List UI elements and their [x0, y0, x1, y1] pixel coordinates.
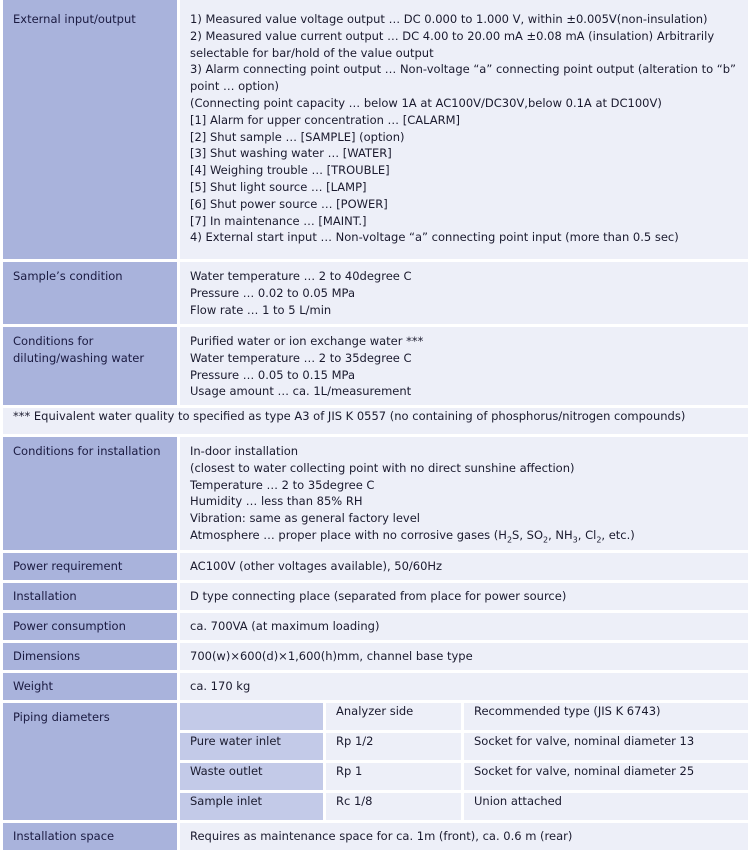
text-line: Humidity … less than 85% RH	[190, 494, 363, 509]
subscript: 3	[572, 535, 578, 545]
table-row	[3, 703, 748, 730]
row-value	[180, 262, 748, 324]
piping-analyzer: Rp 1/2	[326, 733, 461, 760]
footnote: *** Equivalent water quality to specified as type A3 of JIS K 0557 (no containing of phosphorus/nitrogen compounds)	[3, 408, 748, 434]
piping-header-recommended: Recommended type (JIS K 6743)	[464, 703, 748, 730]
text-segment: , etc.)	[601, 527, 635, 542]
text-line: [2] Shut sample … [SAMPLE] (option)	[190, 129, 405, 144]
text-line: 3) Alarm connecting point output … Non-voltage “a” connecting point output (alteration to “b” point … option)	[190, 62, 737, 94]
text-line: [6] Shut power source … [POWER]	[190, 196, 388, 211]
text-line: Water temperature … 2 to 40degree C	[190, 269, 412, 283]
row-label	[3, 327, 177, 405]
row-label: Conditions for installation	[3, 437, 177, 550]
row-value: Requires as maintenance space for ca. 1m (front), ca. 0.6 m (rear)	[180, 823, 748, 850]
piping-header-analyzer: Analyzer side	[326, 703, 461, 730]
row-label: Piping diameters	[3, 703, 177, 820]
piping-item: Sample inlet	[180, 793, 323, 820]
text-line: Pressure … 0.05 to 0.15 MPa	[190, 367, 356, 382]
text-line: [5] Shut light source … [LAMP]	[190, 179, 367, 194]
row-value: 700(w)×600(d)×1,600(h)mm, channel base type	[180, 643, 748, 670]
table-row	[3, 408, 748, 434]
row-label: Dimensions	[3, 643, 177, 670]
row-value: ca. 700VA (at maximum loading)	[180, 613, 748, 640]
piping-item: Pure water inlet	[180, 733, 323, 760]
subscript: 2	[506, 535, 513, 545]
row-label: Power consumption	[3, 613, 177, 640]
text-line: (closest to water collecting point with no direct sunshine affection)	[190, 460, 575, 475]
table-row	[3, 583, 748, 610]
text-line: Flow rate … 1 to 5 L/min	[190, 302, 332, 317]
text-segment: Atmosphere … proper place with no corrosive gases (H	[190, 527, 507, 542]
label-line: Conditions for	[13, 334, 94, 348]
piping-analyzer: Rp 1	[326, 763, 461, 790]
text-line: [1] Alarm for upper concentration … [CALARM]	[190, 112, 461, 127]
row-value: D type connecting place (separated from place for power source)	[180, 583, 748, 610]
row-value	[180, 327, 748, 405]
row-value: AC100V (other voltages available), 50/60Hz	[180, 553, 748, 580]
row-label: Power requirement	[3, 553, 177, 580]
table-row	[3, 613, 748, 640]
row-label: Weight	[3, 673, 177, 700]
piping-recommended: Union attached	[464, 793, 748, 820]
text-line: [4] Weighing trouble … [TROUBLE]	[190, 163, 390, 178]
text-segment: , Cl	[577, 527, 597, 542]
text-segment: , NH	[548, 527, 573, 542]
piping-header-blank	[180, 703, 323, 730]
text-segment: S, SO	[512, 527, 544, 542]
table-row	[3, 823, 748, 850]
row-label: External input/output	[3, 0, 177, 259]
text-line: Pressure … 0.02 to 0.05 MPa	[190, 285, 356, 300]
subscript: 2	[596, 535, 602, 545]
row-value	[180, 437, 748, 550]
text-line: In-door installation	[190, 444, 299, 458]
text-line: Vibration: same as general factory level	[190, 511, 420, 526]
table-row	[3, 327, 748, 405]
piping-item: Waste outlet	[180, 763, 323, 790]
text-line: 1) Measured value voltage output … DC 0.000 to 1.000 V, within ±0.005V(non-insulation)	[190, 12, 708, 26]
table-row	[3, 643, 748, 670]
row-label: Installation	[3, 583, 177, 610]
table-row	[3, 553, 748, 580]
row-label: Sample’s condition	[3, 262, 177, 324]
text-line: Purified water or ion exchange water ***	[190, 334, 424, 348]
subscript: 2	[543, 535, 549, 545]
table-row	[3, 0, 748, 259]
text-line: Water temperature … 2 to 35degree C	[190, 350, 412, 365]
atmosphere-line	[190, 527, 738, 544]
text-line: [7] In maintenance … [MAINT.]	[190, 213, 367, 228]
piping-recommended: Socket for valve, nominal diameter 13	[464, 733, 748, 760]
row-label: Installation space	[3, 823, 177, 850]
piping-recommended: Socket for valve, nominal diameter 25	[464, 763, 748, 790]
row-value: ca. 170 kg	[180, 673, 748, 700]
text-line: 4) External start input … Non-voltage “a” connecting point input (more than 0.5 sec)	[190, 230, 679, 245]
table-row	[3, 437, 748, 550]
text-line: 2) Measured value current output … DC 4.00 to 20.00 mA ±0.08 mA (insulation) Arbitrarily selectable for bar/hold of the value output	[190, 28, 715, 60]
row-value	[180, 0, 748, 259]
text-line: (Connecting point capacity … below 1A at AC100V/DC30V,below 0.1A at DC100V)	[190, 95, 662, 110]
table-row	[3, 673, 748, 700]
label-line: diluting/washing water	[13, 350, 145, 365]
text-line: Usage amount … ca. 1L/measurement	[190, 384, 412, 399]
piping-analyzer: Rc 1/8	[326, 793, 461, 820]
text-line: Temperature … 2 to 35degree C	[190, 477, 375, 492]
text-line: [3] Shut washing water … [WATER]	[190, 146, 392, 161]
table-row	[3, 262, 748, 324]
